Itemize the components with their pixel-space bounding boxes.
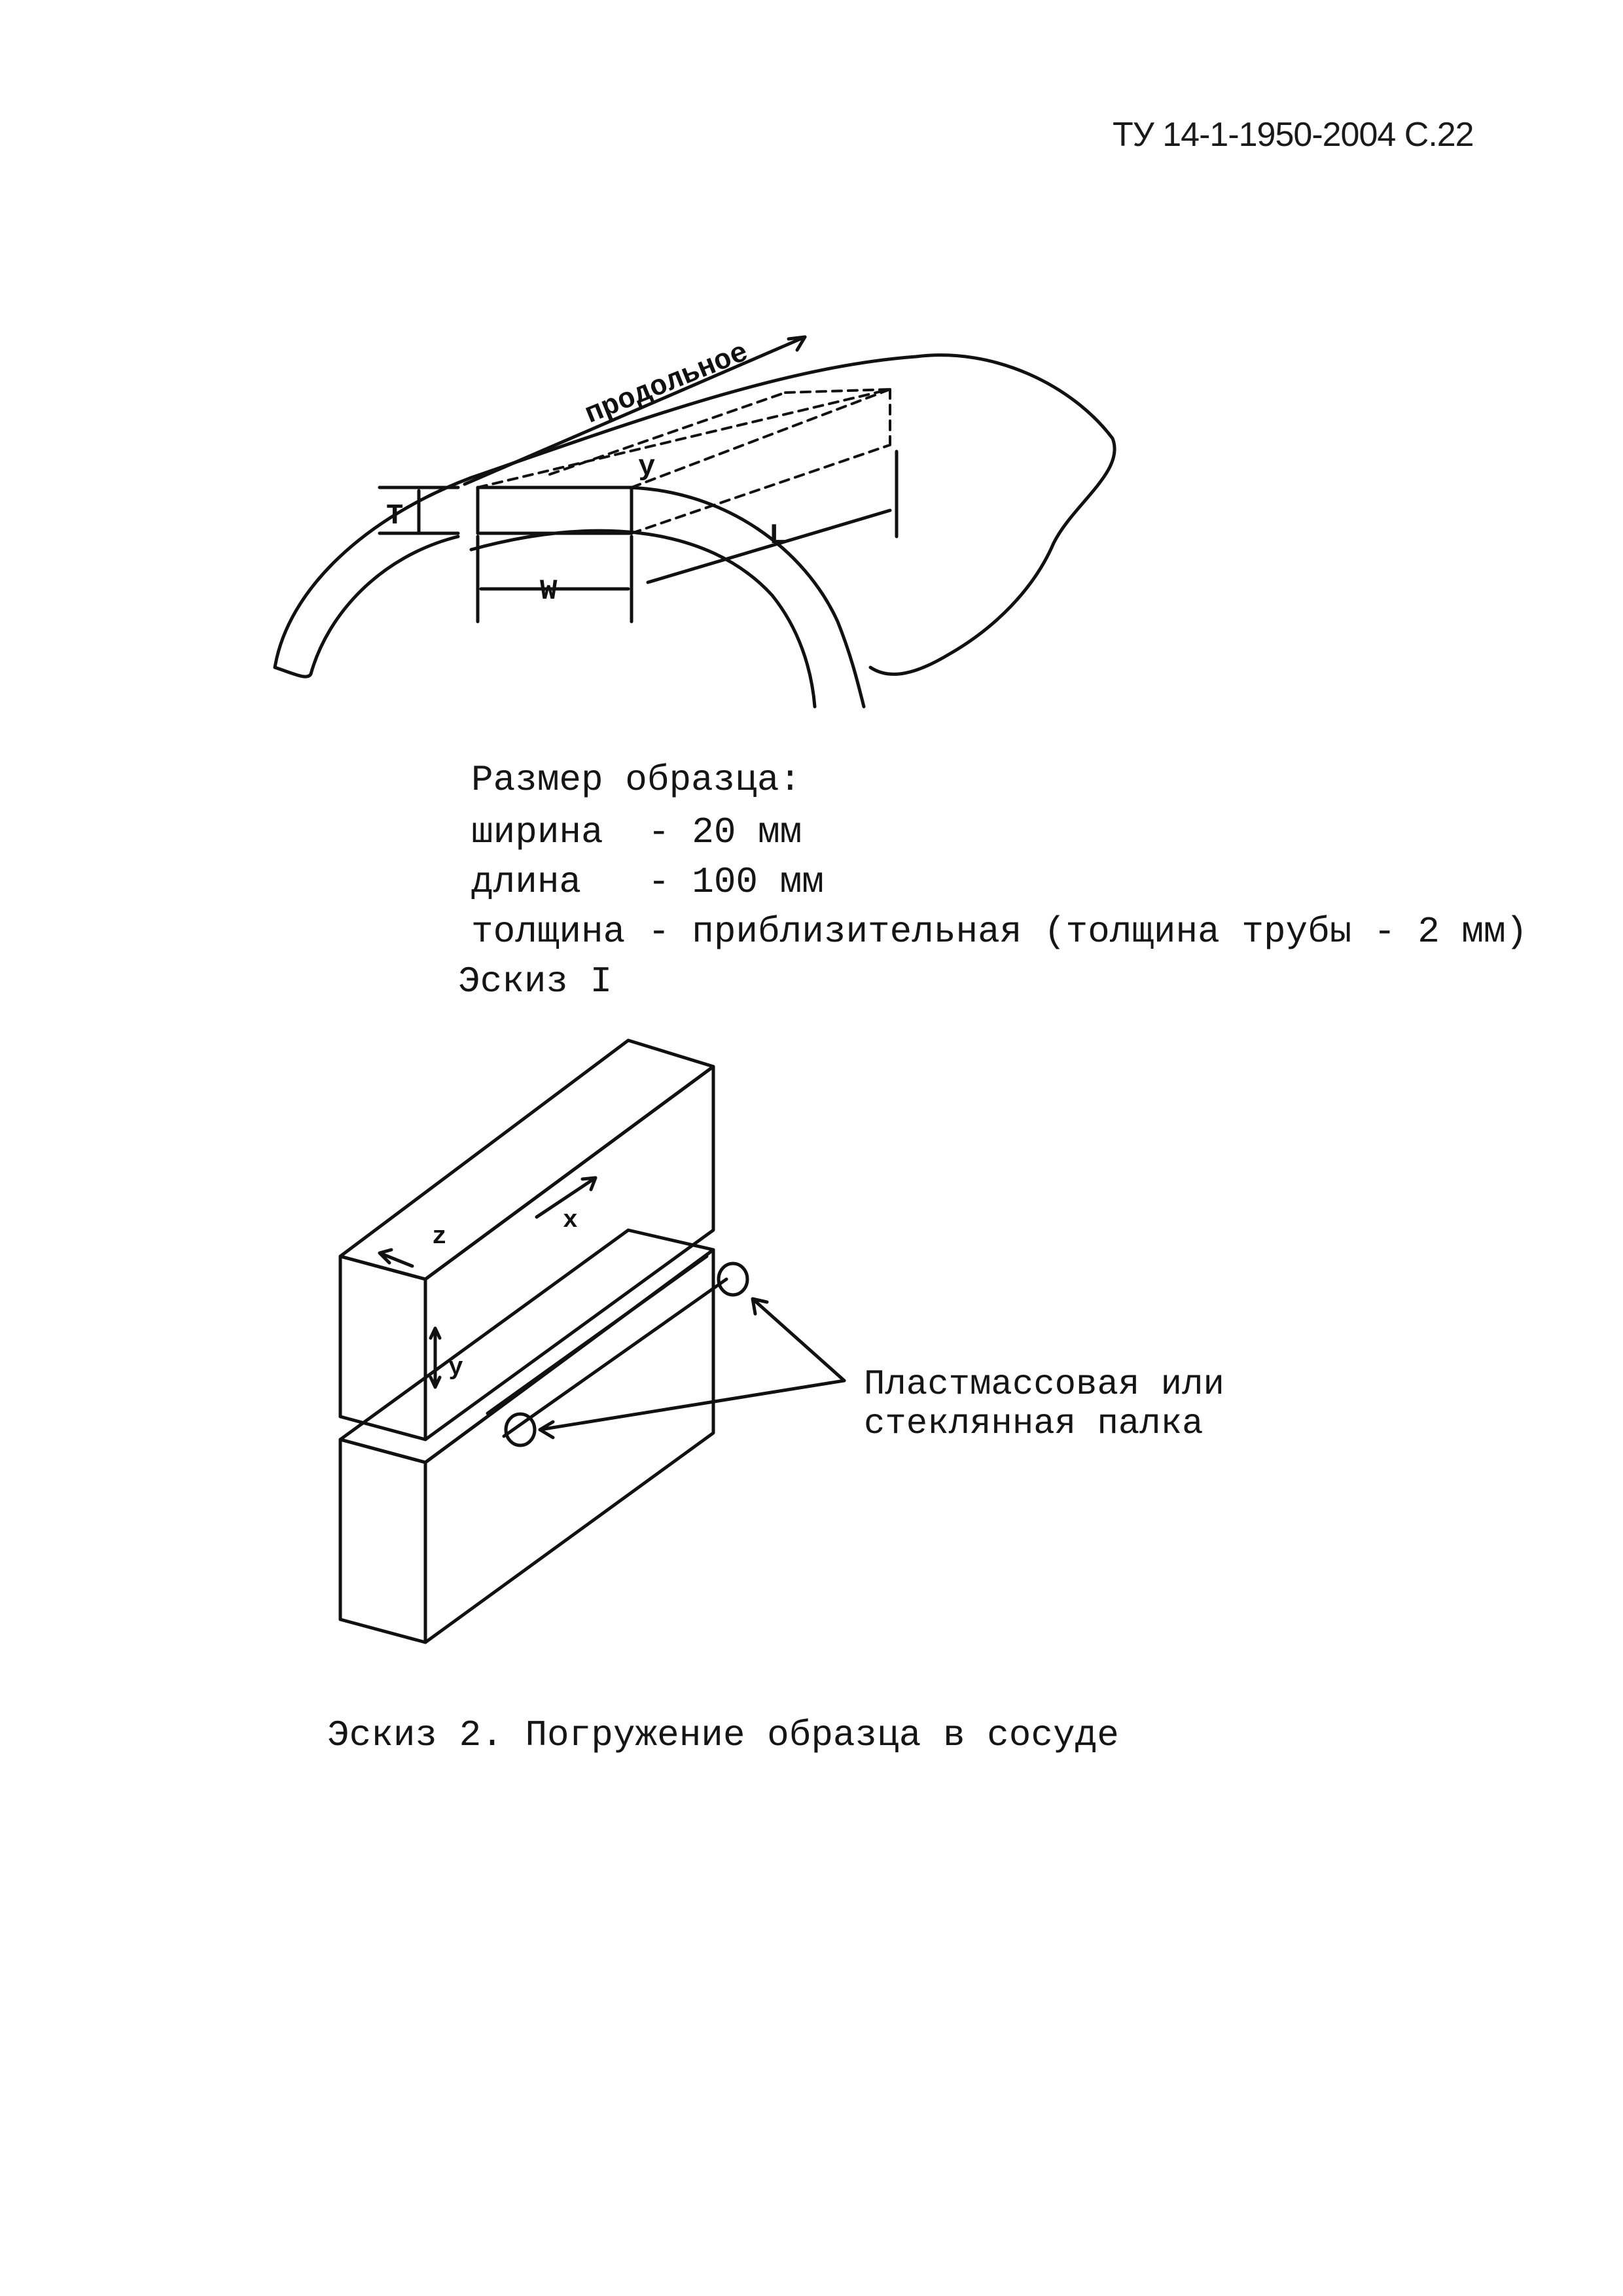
spec-row-length-label: длина: [471, 861, 582, 903]
x-axis-label: x: [563, 1207, 578, 1235]
callout-line-2: стеклянная палка: [864, 1404, 1204, 1444]
sketch-2-caption: Эскиз 2. Погружение образца в сосуде: [327, 1714, 1119, 1756]
spec-row-thickness-value: - приблизительная (толщина трубы - 2 мм): [648, 911, 1528, 953]
width-label: W: [540, 575, 558, 608]
upper-block-top: [340, 1040, 713, 1279]
spec-row-width-value: - 20 мм: [648, 811, 802, 853]
spec-row-thickness-label: толщина: [471, 911, 626, 953]
spec-row-width-label: ширина: [471, 811, 603, 853]
z-axis-arrow: [380, 1250, 412, 1266]
lower-block-front: [340, 1439, 425, 1642]
z-axis-label: z: [432, 1223, 447, 1251]
y-axis-label: y: [638, 451, 656, 484]
y-axis-label-2: y: [448, 1354, 463, 1382]
direction-label: продольное: [580, 336, 753, 432]
spec-title: Размер образца:: [471, 759, 802, 801]
spec-row-length-value: - 100 мм: [648, 861, 824, 903]
thickness-label: T: [386, 500, 404, 533]
lower-block-top: [340, 1230, 713, 1462]
document-code: ТУ 14-1-1950-2004 С.22: [1113, 116, 1474, 154]
callout-arrow-back: [753, 1299, 844, 1381]
rod-end-back: [719, 1263, 747, 1295]
rod-end-front: [506, 1414, 535, 1445]
lower-block-side: [425, 1250, 713, 1642]
length-label: L: [769, 520, 787, 552]
y-axis-arrow: [431, 1328, 440, 1387]
sketch-1-caption: Эскиз I: [458, 961, 613, 1002]
callout-arrow-front: [540, 1381, 844, 1438]
upper-block-front: [340, 1256, 425, 1439]
callout-line-1: Пластмассовая или: [864, 1365, 1224, 1405]
rod-line: [488, 1256, 726, 1436]
upper-block-side: [425, 1067, 713, 1439]
